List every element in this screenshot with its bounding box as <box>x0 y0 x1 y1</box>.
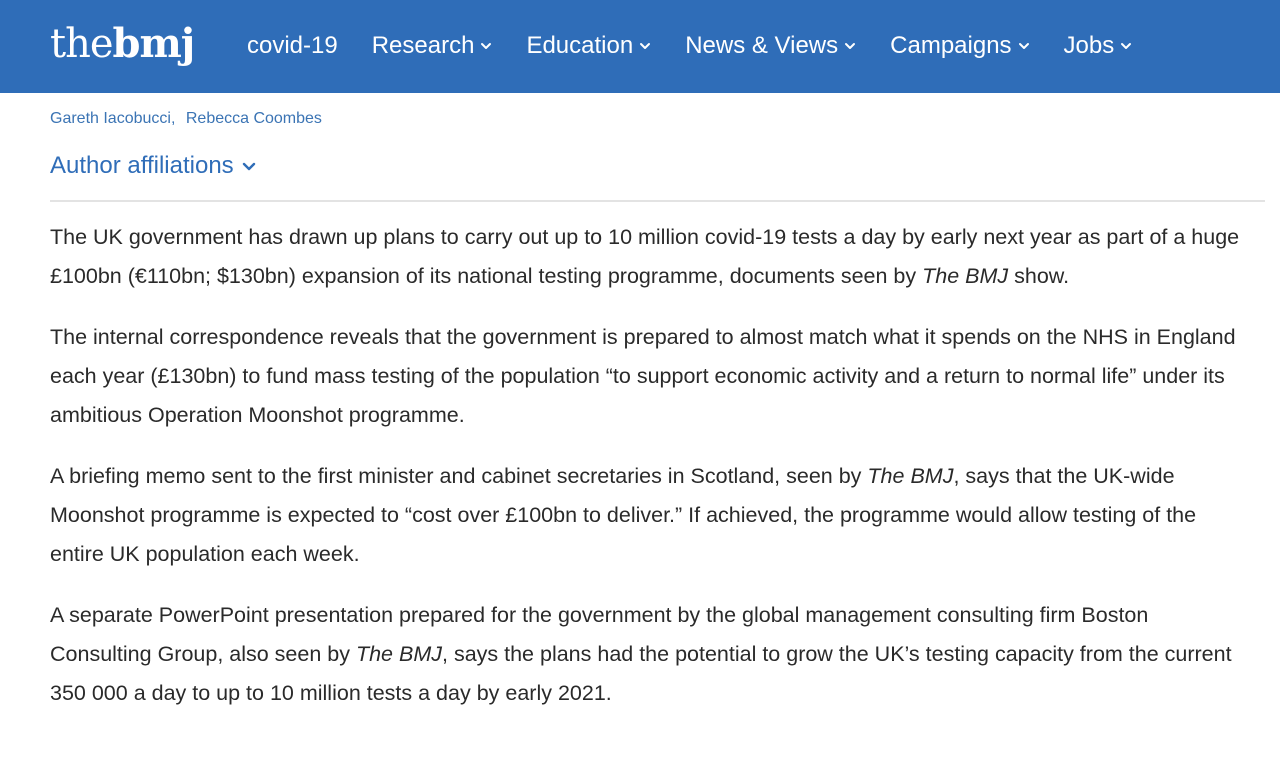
top-navigation-bar <box>0 0 1280 93</box>
article-paragraph <box>50 596 1250 713</box>
nav-item-campaigns[interactable] <box>890 28 1029 64</box>
nav-item-label: Jobs <box>1063 32 1115 59</box>
author-link[interactable]: Rebecca Coombes <box>185 110 322 127</box>
main-nav <box>247 28 1166 64</box>
author-list <box>50 108 322 130</box>
bmj-logo[interactable] <box>50 20 194 68</box>
nav-item-label: Education <box>526 32 634 59</box>
paragraph-text: A separate PowerPoint presentation prepared for the government by the global management consulting firm Boston Consulting Group, also seen by <box>50 603 1149 666</box>
author-separator: , <box>170 110 176 127</box>
chevron-down-icon <box>242 159 256 173</box>
chevron-down-icon <box>844 40 856 52</box>
article-body <box>50 218 1250 735</box>
chevron-down-icon <box>1018 40 1030 52</box>
nav-item-label: Campaigns <box>890 32 1012 59</box>
divider <box>50 200 1265 202</box>
article-paragraph <box>50 318 1250 435</box>
nav-item-label: Research <box>371 32 475 59</box>
author-affiliations-label: Author affiliations <box>50 152 234 179</box>
nav-item-research[interactable] <box>372 28 493 64</box>
nav-item-label: covid-19 <box>247 32 338 59</box>
logo-text-bmj: bmj <box>112 20 195 67</box>
nav-item-label: News & Views <box>685 32 839 59</box>
nav-item-jobs[interactable] <box>1064 28 1133 64</box>
journal-name: The BMJ <box>867 464 954 488</box>
chevron-down-icon <box>1120 40 1132 52</box>
chevron-down-icon <box>639 40 651 52</box>
author-link[interactable]: Gareth Iacobucci <box>50 110 171 127</box>
logo-text-the: the <box>50 21 113 67</box>
chevron-down-icon <box>480 40 492 52</box>
paragraph-text: , says the plans had the potential to grow the UK’s testing capacity from the current 350 000 a day to up to 10 million tests a day by early 2021. <box>50 642 1232 705</box>
nav-item-covid-19[interactable] <box>247 28 338 64</box>
paragraph-text: The UK government has drawn up plans to carry out up to 10 million covid-19 tests a day by early next year as part of a huge £100bn (€110bn; $130bn) expansion of its national testing programme, documents seen by <box>50 225 1240 288</box>
article-paragraph <box>50 218 1250 296</box>
nav-item-news-views[interactable] <box>685 28 856 64</box>
author-affiliations-toggle[interactable] <box>50 150 256 182</box>
nav-item-education[interactable] <box>526 28 651 64</box>
journal-name: The BMJ <box>355 642 442 666</box>
paragraph-text: A briefing memo sent to the first minister and cabinet secretaries in Scotland, seen by <box>50 464 868 488</box>
paragraph-text: The internal correspondence reveals that the government is prepared to almost match what it spends on the NHS in England each year (£130bn) to fund mass testing of the population “to support economic activity and a return to normal life” under its ambitious Operation Moonshot programme. <box>50 325 1236 427</box>
journal-name: The BMJ <box>922 264 1009 288</box>
paragraph-text: show. <box>1008 264 1070 288</box>
paragraph-text: , says that the UK-wide Moonshot programme is expected to “cost over £100bn to deliver.” If achieved, the programme would allow testing of the entire UK population each week. <box>50 464 1197 566</box>
article-paragraph <box>50 457 1250 574</box>
